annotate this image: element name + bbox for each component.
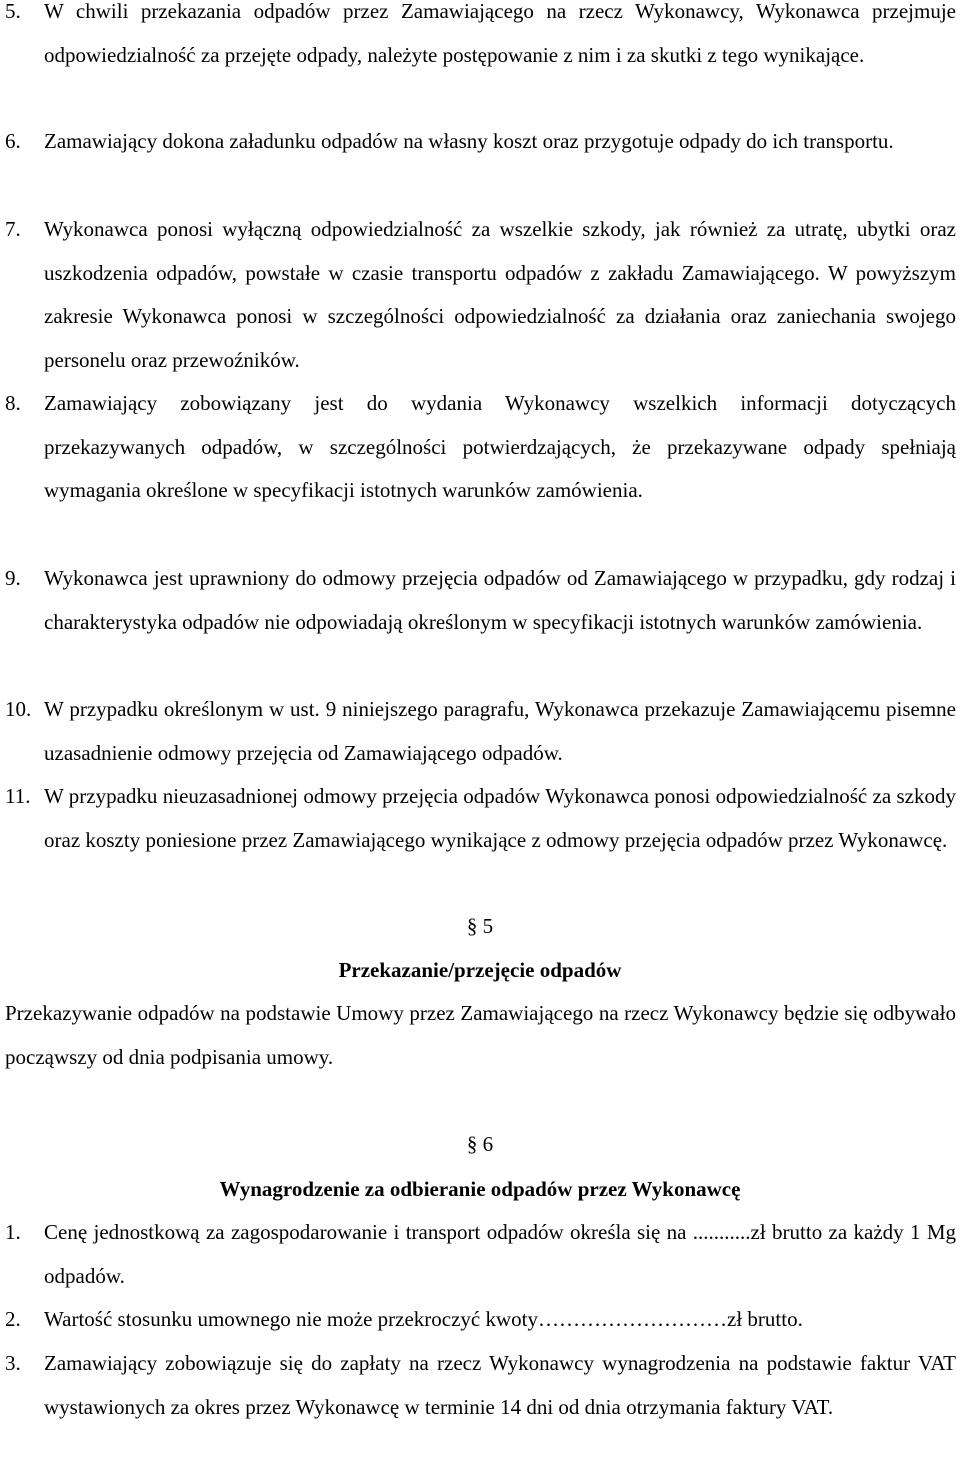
list-item-text: Cenę jednostkową za zagospodarowanie i transport odpadów określa się na ...........zł brutto za każdy 1 Mg odpadów. xyxy=(44,1220,956,1288)
list-item xyxy=(0,775,956,862)
list-item-text: Wykonawca jest uprawniony do odmowy przejęcia odpadów od Zamawiającego w przypadku, gdy rodzaj i charakterystyka odpadów nie odpowiadają określonym w specyfikacji istotnych warunków zamówienia. xyxy=(44,566,956,634)
list-item xyxy=(0,1342,956,1429)
list-item-text: W przypadku nieuzasadnionej odmowy przejęcia odpadów Wykonawca ponosi odpowiedzialność za szkody oraz koszty poniesione przez Zamawiającego wynikające z odmowy przejęcia odpadów przez Wykonawcę. xyxy=(44,784,956,852)
list-item-number: 3. xyxy=(5,1351,21,1375)
section-5-paragraph: Przekazywanie odpadów na podstawie Umowy przez Zamawiającego na rzecz Wykonawcy będzie się odbywało począwszy od dnia podpisania umowy. xyxy=(5,1001,956,1069)
section-5-title: Przekazanie/przejęcie odpadów xyxy=(338,958,622,982)
list-item-text: Zamawiający zobowiązany jest do wydania Wykonawcy wszelkich informacji dotyczących przekazywanych odpadów, w szczególności potwierdzających, że przekazywane odpady spełniają wymagania określone w specyfikacji istotnych warunków zamówienia. xyxy=(44,391,956,503)
section-6-symbol: § 6 xyxy=(466,1132,494,1156)
list-item-number: 11. xyxy=(5,784,31,808)
list-item xyxy=(0,382,956,513)
list-item xyxy=(0,1211,956,1298)
list-item-number: 9. xyxy=(5,566,21,590)
list-item-number: 7. xyxy=(5,217,21,241)
list-item-number: 8. xyxy=(5,391,21,415)
list-item xyxy=(0,208,956,382)
list-item-number: 2. xyxy=(5,1307,21,1331)
list-item-text: Zamawiający zobowiązuje się do zapłaty na rzecz Wykonawcy wynagrodzenia na podstawie faktur VAT wystawionych za okres przez Wykonawcę w terminie 14 dni od dnia otrzymania faktury VAT. xyxy=(44,1351,956,1419)
list-item-text: W przypadku określonym w ust. 9 niniejszego paragrafu, Wykonawca przekazuje Zamawiającemu pisemne uzasadnienie odmowy przejęcia od Zamawiającego odpadów. xyxy=(44,697,956,765)
list-item xyxy=(0,688,956,775)
section-5-symbol: § 5 xyxy=(466,914,494,938)
list-item-number: 5. xyxy=(5,0,21,23)
list-item-text: W chwili przekazania odpadów przez Zamawiającego na rzecz Wykonawcy, Wykonawca przejmuje odpowiedzialność za przejęte odpady, należyte postępowanie z nim i za skutki z tego wynikające. xyxy=(44,0,956,67)
list-item xyxy=(0,557,956,644)
list-item-number: 10. xyxy=(5,697,32,721)
list-item-number: 6. xyxy=(5,129,21,153)
section-6-title: Wynagrodzenie za odbieranie odpadów przez Wykonawcę xyxy=(219,1177,741,1201)
list-item xyxy=(0,120,956,164)
list-item xyxy=(0,1298,956,1342)
list-item xyxy=(0,0,956,77)
list-item-text: Wartość stosunku umownego nie może przekroczyć kwoty………………………zł brutto. xyxy=(44,1307,803,1331)
list-item-text: Zamawiający dokona załadunku odpadów na własny koszt oraz przygotuje odpady do ich transportu. xyxy=(44,129,894,153)
list-item-number: 1. xyxy=(5,1220,21,1244)
list-item-text: Wykonawca ponosi wyłączną odpowiedzialność za wszelkie szkody, jak również za utratę, ubytki oraz uszkodzenia odpadów, powstałe w czasie transportu odpadów z zakładu Zamawiającego. W powyższym zakresie Wykonawca ponosi w szczególności odpowiedzialność za działania oraz zaniechania swojego personelu oraz przewoźników. xyxy=(44,217,956,372)
